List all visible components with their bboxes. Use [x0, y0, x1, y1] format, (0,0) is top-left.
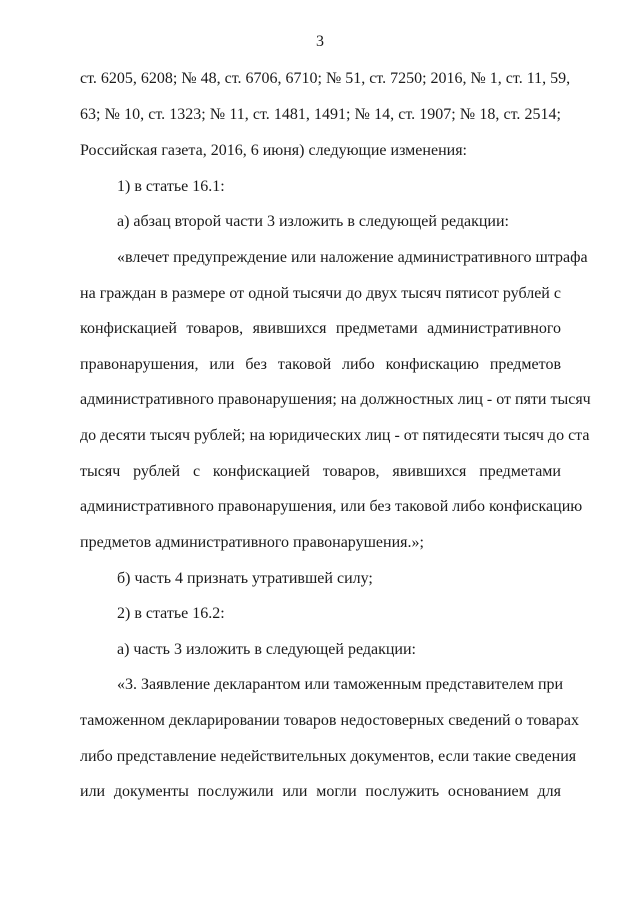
text-line: 2) в статье 16.2: — [117, 605, 225, 622]
page-number: 3 — [316, 33, 324, 50]
text-line: тысяч рублей с конфискацией товаров, явившихся предметами — [80, 463, 561, 480]
text-line: б) часть 4 признать утратившей силу; — [117, 570, 373, 587]
text-line: до десяти тысяч рублей; на юридических лиц - от пятидесяти тысяч до ста — [80, 427, 590, 444]
text-line: ст. 6205, 6208; № 48, ст. 6706, 6710; № 51, ст. 7250; 2016, № 1, ст. 11, 59, — [80, 70, 571, 87]
text-line: «3. Заявление декларантом или таможенным представителем при — [117, 676, 564, 693]
text-line: а) абзац второй части 3 изложить в следующей редакции: — [117, 213, 509, 230]
text-line: таможенном декларировании товаров недостоверных сведений о товарах — [80, 712, 579, 729]
text-line: конфискацией товаров, явившихся предметами административного — [80, 320, 561, 337]
text-line: либо представление недействительных документов, если такие сведения — [80, 748, 577, 765]
text-line: Российская газета, 2016, 6 июня) следующие изменения: — [80, 142, 467, 159]
text-line: или документы послужили или могли послужить основанием для — [80, 783, 561, 800]
text-line: а) часть 3 изложить в следующей редакции: — [117, 641, 416, 658]
text-line: «влечет предупреждение или наложение административного штрафа — [117, 249, 588, 266]
text-line: на граждан в размере от одной тысячи до двух тысяч пятисот рублей с — [80, 285, 561, 302]
text-line: правонарушения, или без таковой либо конфискацию предметов — [80, 356, 561, 373]
text-line: 63; № 10, ст. 1323; № 11, ст. 1481, 1491; № 14, ст. 1907; № 18, ст. 2514; — [80, 106, 561, 123]
text-line: административного правонарушения, или без таковой либо конфискацию — [80, 498, 583, 515]
text-line: 1) в статье 16.1: — [117, 178, 225, 195]
text-line: административного правонарушения; на должностных лиц - от пяти тысяч — [80, 391, 591, 408]
text-line: предметов административного правонарушения.»; — [80, 534, 424, 551]
